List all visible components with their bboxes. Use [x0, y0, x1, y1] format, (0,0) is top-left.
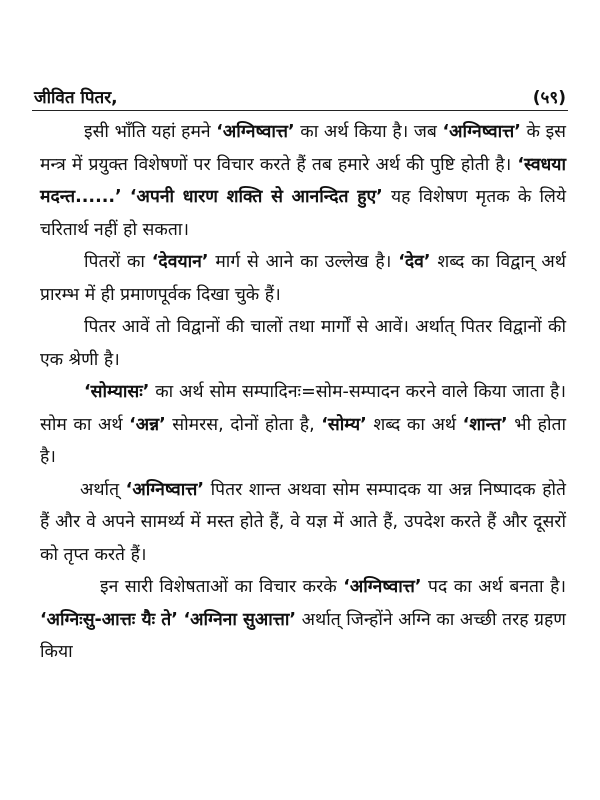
text-run: [122, 187, 130, 207]
bold-term: ‘देवयान’: [151, 252, 209, 272]
bold-term: ‘अग्निष्वात्त’: [442, 122, 521, 142]
text-run: अर्थात्: [80, 479, 126, 500]
text-run: पितर शान्त अथवा सोम सम्पादक या अन्न निष्पादक होते हैं और वे अपने सामर्थ्य में मस्त होते हैं, वे यज्ञ में आते हैं, उपदेश करते हैं और दूसरों को तृप्त करते हैं।: [40, 479, 567, 565]
text-run: यह विशेषण मृतक के लिये चरितार्थ नहीं हो सकता।: [40, 187, 566, 240]
paragraph: [40, 571, 566, 669]
paragraph: [40, 474, 566, 572]
bold-term: ‘अग्निना सुआत्ता’: [183, 609, 297, 630]
bold-term: ‘देव’: [398, 252, 431, 272]
bold-term: ‘अन्न’: [129, 414, 166, 435]
text-run: पितरों का: [84, 252, 152, 272]
text-run: इसी भाँति यहां हमने: [84, 122, 217, 142]
bold-term: ‘सोम्यासः’: [84, 382, 150, 402]
bold-term: ‘अग्निष्वात्त’: [216, 122, 295, 142]
bold-term: ‘स्वधया मदन्त......’: [40, 154, 566, 207]
text-run: का अर्थ सोम सम्पादिनः=सोम-सम्पादन करने वाले किया जाता है। सोम का अर्थ: [40, 382, 566, 435]
bold-term: ‘सोम्य’: [321, 414, 367, 435]
text-run: मार्ग से आने का उल्लेख है।: [208, 252, 399, 272]
running-title: जीवित पितर,: [34, 88, 118, 108]
text-run: पितर आवें तो विद्वानों की चालों तथा मार्गों से आवें। अर्थात् पितर विद्वानों की एक श्रेणी है।: [40, 317, 566, 370]
text-run: शब्द का विद्वान् अर्थ प्रारम्भ में ही प्रमाणपूर्वक दिखा चुके हैं।: [40, 252, 566, 305]
header-rule: [32, 110, 568, 111]
paragraph: [40, 376, 566, 474]
text-run: भी होता है।: [40, 414, 567, 467]
paragraph: [40, 246, 566, 311]
page-number: (५९): [532, 88, 566, 108]
page-body: [40, 116, 566, 669]
text-run: शब्द का अर्थ: [366, 414, 463, 435]
paragraph: [40, 311, 566, 376]
text-run: पद का अर्थ बनता है।: [421, 577, 566, 597]
bold-term: ‘शान्त’: [462, 414, 508, 435]
bold-term: ‘अपनी धारण शक्ति से आनन्दित हुए’: [129, 187, 383, 207]
text-run: अर्थात् जिन्होंने अग्नि का अच्छी तरह ग्रहण किया: [40, 609, 566, 662]
paragraph: [40, 116, 566, 246]
text-run: सोमरस, दोनों होता है,: [165, 414, 322, 435]
bold-term: ‘अग्निःसु-आत्तः यैः ते’: [40, 609, 178, 630]
bold-term: ‘अग्निष्वात्त’: [125, 479, 205, 500]
bold-term: ‘अग्निष्वात्त’: [343, 577, 422, 597]
text-run: के इस मन्त्र में प्रयुक्त विशेषणों पर विचार करते हैं तब हमारे अर्थ की पुष्टि होती है।: [40, 122, 566, 175]
page-header: [34, 82, 566, 108]
text-run: इन सारी विशेषताओं का विचार करके: [100, 577, 344, 597]
text-run: का अर्थ किया है। जब: [294, 122, 443, 142]
